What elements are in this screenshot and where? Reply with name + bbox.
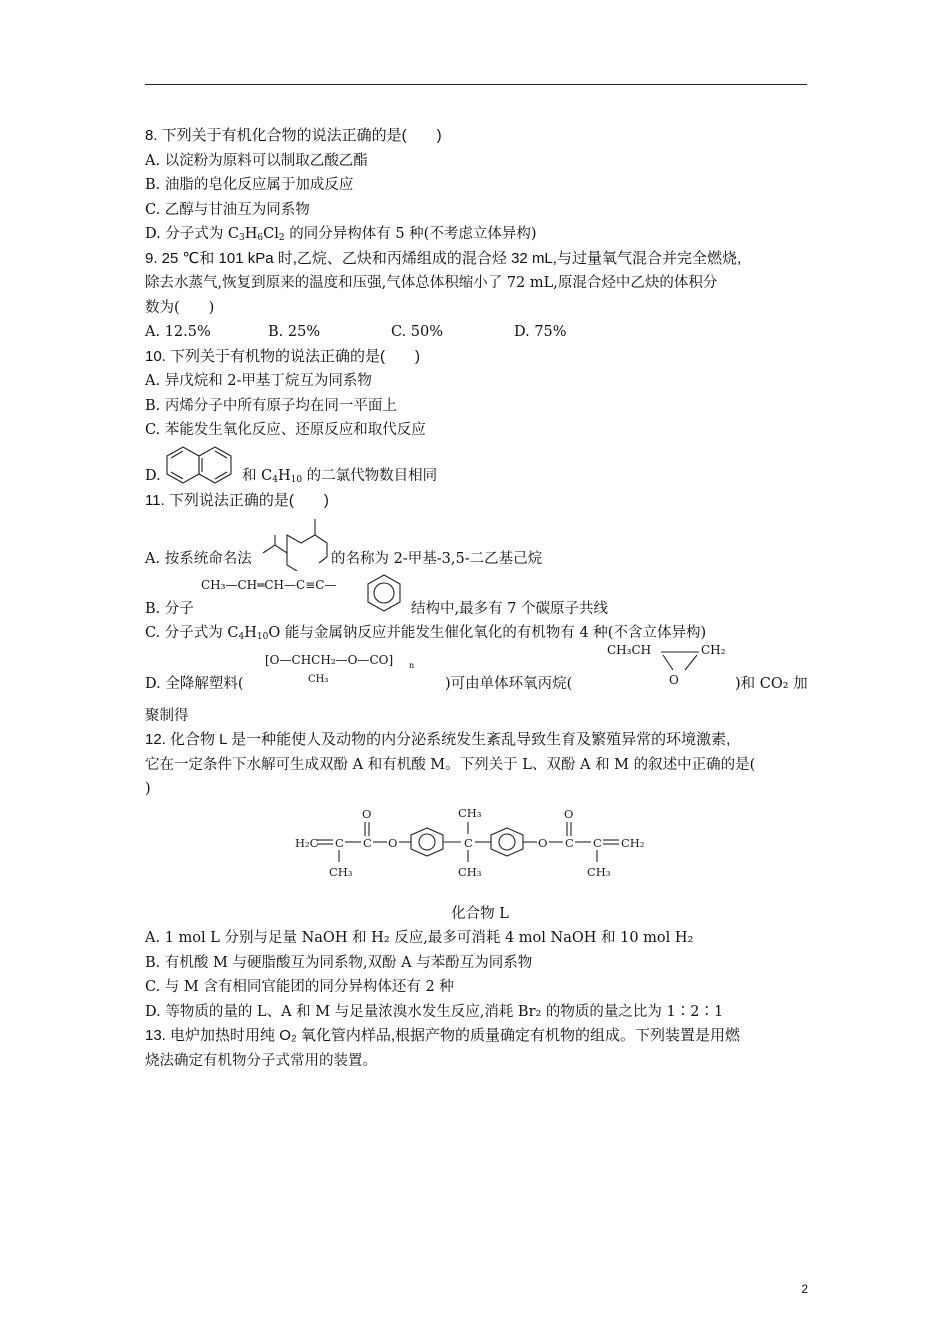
q12-option-c: C. 与 M 含有相同官能团的同分异构体还有 2 种 [145,979,454,995]
q8-option-a: A. 以淀粉为原料可以制取乙酸乙酯 [145,152,368,169]
svg-text:O: O [538,835,548,850]
q10-option-c: C. 苯能发生氧化反应、还原反应和取代反应 [145,422,426,438]
q13-stem-line2: 烧法确定有机物分子式常用的装置。 [145,1052,377,1069]
benzene-ring [365,573,403,613]
q10-option-d: D. 和 $C_4H_{10}$ 的二氯代物数目相同 [145,443,815,489]
q11-option-d-continued: 聚制得 [145,707,189,724]
header-rule [145,84,807,85]
exam-page [145,124,815,1073]
q11-option-b: B. 分子 CH₃—CH═CH—C≡C— 结构中,最多有 7 个碳原子共线 [145,573,815,621]
page-number: 2 [801,1282,808,1296]
svg-text:O: O [564,806,574,821]
svg-text:CH₃: CH₃ [329,864,353,879]
q12-option-a: A. 1 mol L 分别与足量 NaOH 和 H₂ 反应,最多可消耗 4 mol NaOH 和 10 mol H₂ [145,930,694,946]
q9-option-b: B. 25% [268,324,321,340]
svg-text:CH₃: CH₃ [587,864,611,879]
svg-text:C: C [565,835,574,850]
q9-options [145,320,815,345]
q11-option-d: [O—CHCH₂—O—CO] n CH₃ D. 全降解塑料( )可由单体环氧丙烷( CH₃CH CH₂ O )和 CO₂ 加 [145,642,808,692]
h2c-left: H₂C [295,835,319,850]
q8-option-c: C. 乙醇与甘油互为同系物 [145,201,310,218]
svg-text:C: C [335,835,344,850]
q9-option-d: D. 75% [514,324,567,340]
compound-l-caption: 化合物 L [451,905,509,922]
q9-option-a: A. 12.5% [145,324,211,340]
q8-stem: 8. 下列关于有机化合物的说法正确的是( ) [145,127,442,144]
skeletal-structure-alkane [261,513,331,571]
svg-text:C: C [593,835,602,850]
q12-stem-line2: 它在一定条件下水解可生成双酚 A 和有机酸 M。下列关于 L、双酚 A 和 M 的叙述中正确的是( [145,756,756,773]
polymer-formula: [O—CHCH₂—O—CO] [265,652,394,667]
q12-stem-line3: ) [145,781,151,797]
q9-stem-line3: 数为( ) [145,299,215,316]
q10-option-b: B. 丙烯分子中所有原子均在同一平面上 [145,397,397,414]
compound-l-figure [145,802,815,888]
q12-stem-line1: 12. 化合物 L 是一种能使人及动物的内分泌系统发生紊乱导致生育及繁殖异常的环境激素, [145,731,731,748]
q12-option-b: B. 有机酸 M 与硬脂酸互为同系物,双酚 A 与苯酚互为同系物 [145,954,533,971]
ch2-right: CH₂ [621,835,645,850]
q8-option-b: B. 油脂的皂化反应属于加成反应 [145,177,354,193]
q9-option-c: C. 50% [391,324,444,340]
svg-text:C: C [464,835,473,850]
q11-stem: 11. 下列说法正确的是( ) [145,491,329,509]
q9-stem-line1: 9. 25 ℃和 101 kPa 时,乙烷、乙炔和丙烯组成的混合烃 32 mL,与过量氧气混合并完全燃烧, [145,249,742,267]
q12-option-d: D. 等物质的量的 L、A 和 M 与足量浓溴水发生反应,消耗 Br₂ 的物质的量之比为 1∶2∶1 [145,1003,724,1020]
svg-text:O: O [388,835,398,850]
svg-text:CH₃: CH₃ [458,805,482,820]
svg-text:O: O [362,806,372,821]
q11-option-a: A. 按系统命名法 的名称为 2-甲基-3,5-二乙基己烷 [145,513,815,573]
q13-stem-line1: 13. 电炉加热时用纯 O₂ 氧化管内样品,根据产物的质量确定有机物的组成。下列装置是用燃 [145,1027,741,1044]
q8-option-d: D. 分子式为 $C_3H_6Cl_2$ 的同分异构体有 5 种(不考虑立体异构) [145,226,537,243]
q10-stem: 10. 下列关于有机物的说法正确的是( ) [145,347,421,365]
q9-stem-line2: 除去水蒸气,恢复到原来的温度和压强,气体总体积缩小了 72 mL,原混合烃中乙炔的体积分 [145,275,718,291]
q10-option-a: A. 异戊烷和 2-甲基丁烷互为同系物 [145,373,372,389]
epoxide-ring [645,646,715,676]
compound-l-structure [293,802,663,888]
svg-text:C: C [363,835,372,850]
naphthalene-structure [165,443,235,485]
q11-option-c: C. 分子式为 $C_4H_{10}O$ 能与金属钠反应并能发生催化氧化的有机物有 4 种(不含立体异构) [145,625,707,642]
svg-text:CH₃: CH₃ [458,864,482,879]
